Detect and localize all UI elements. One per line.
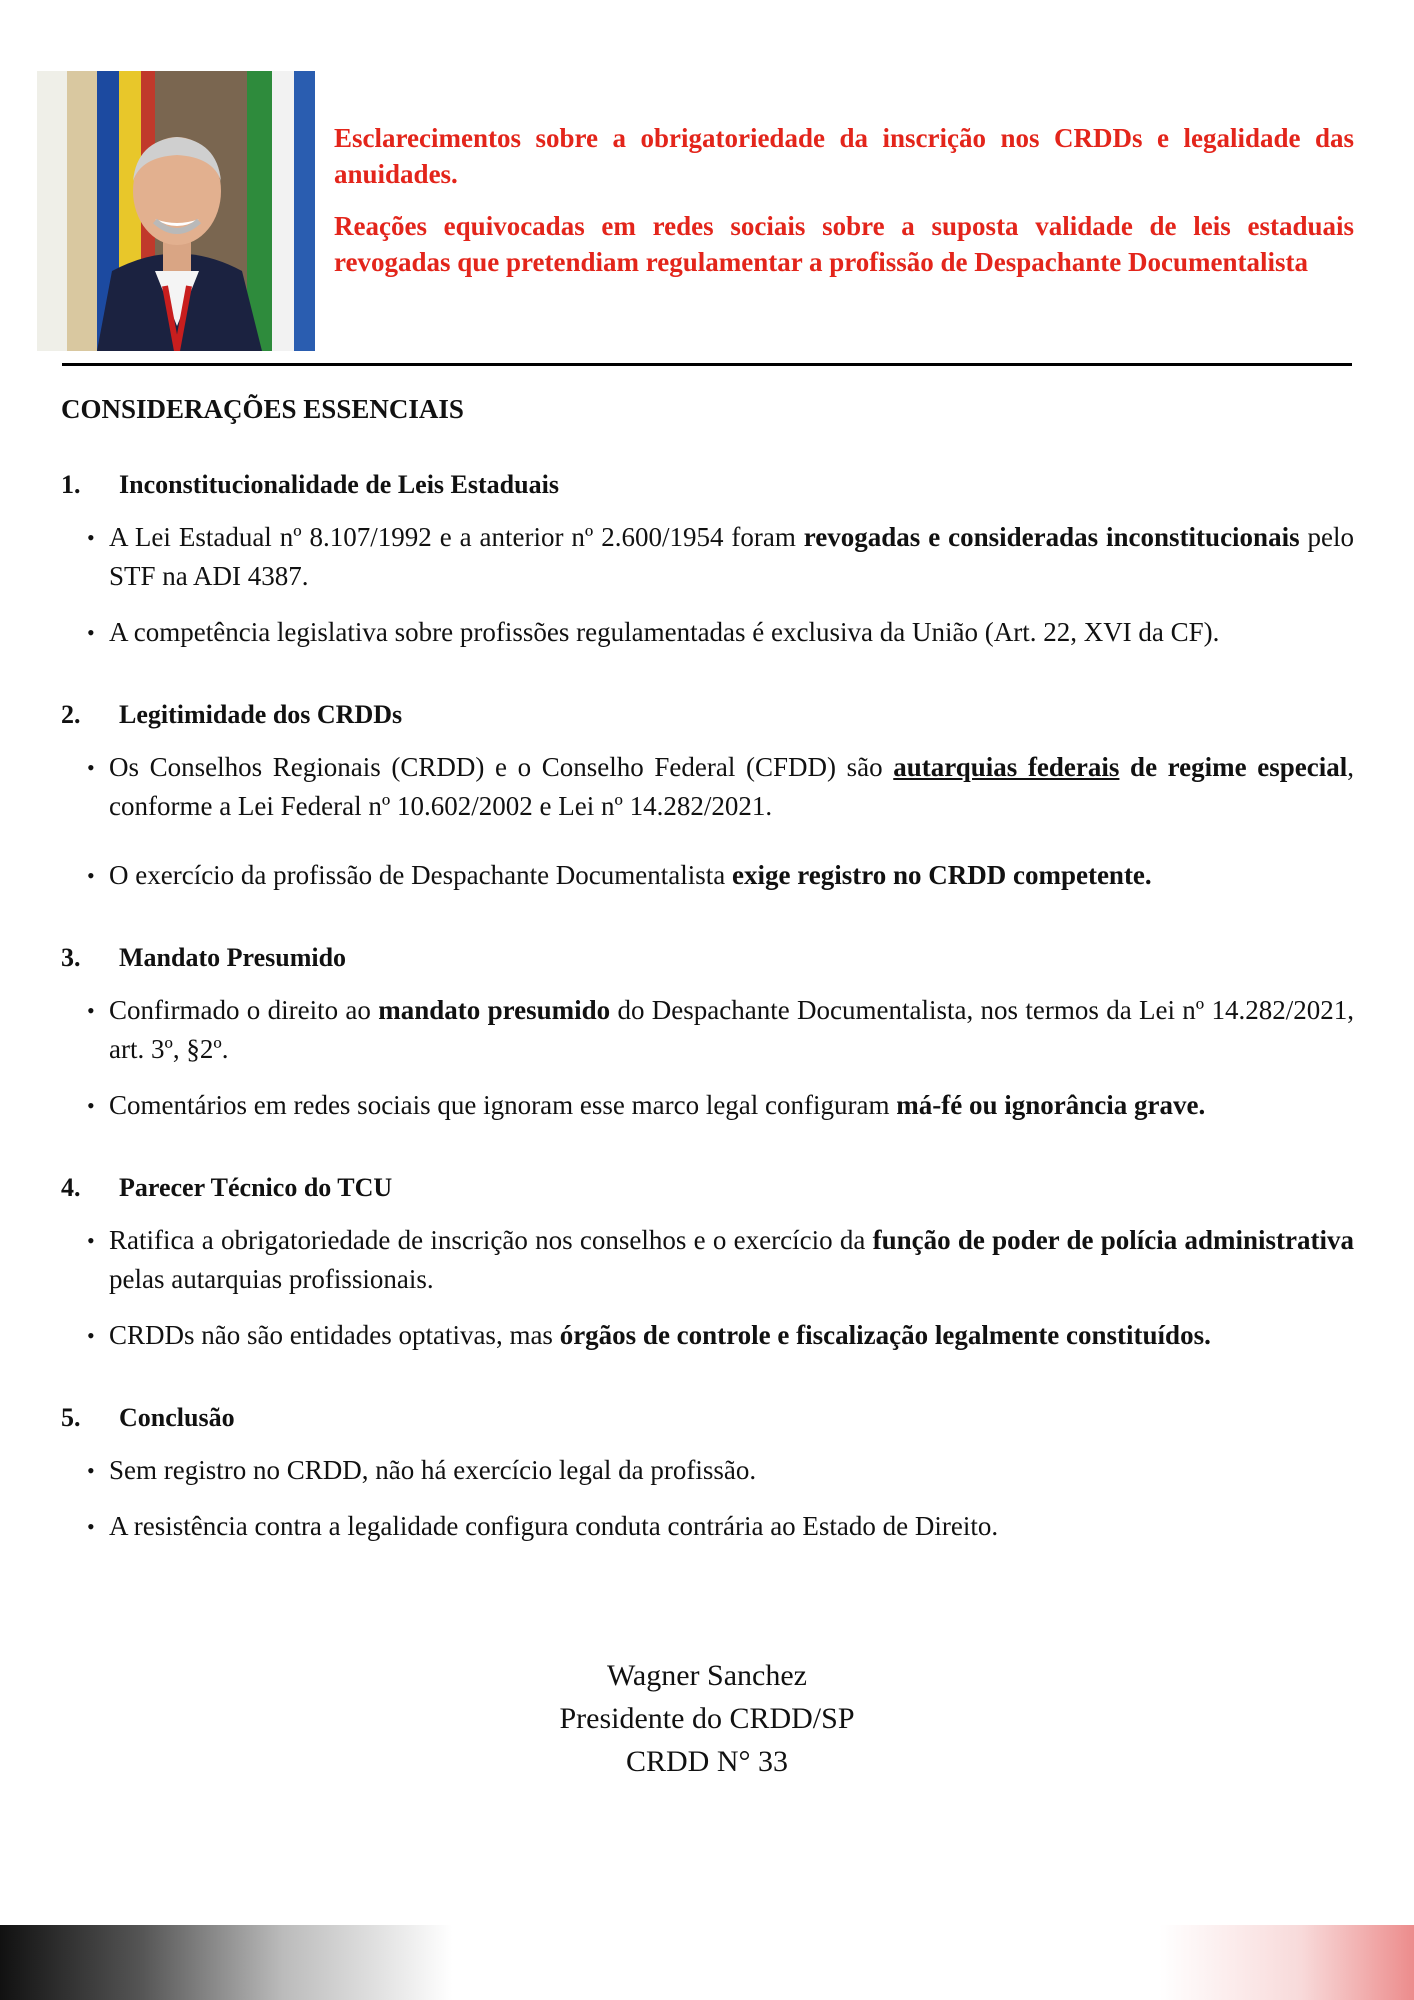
section-5	[61, 1403, 1354, 1546]
item-text: Ratifica a obrigatoriedade de inscrição nos conselhos e o exercício da	[109, 1225, 873, 1255]
section-heading-text: Mandato Presumido	[119, 943, 347, 972]
section-heading	[61, 700, 1354, 730]
header-divider	[62, 363, 1352, 366]
item-bold-text: de regime especial	[1119, 752, 1348, 782]
header	[334, 120, 1354, 296]
item-text: A competência legislativa sobre profissões regulamentadas é exclusiva da União (Art. 22, XVI da CF).	[109, 617, 1220, 647]
item-text: do Despachante Documentalista, nos termos da Lei nº 14.282/2021, art. 3º, §2º.	[109, 995, 1355, 1064]
item-text: Confirmado o direito ao	[109, 995, 379, 1025]
item-text: O exercício da profissão de Despachante Documentalista	[109, 860, 733, 890]
item-text: Comentários em redes sociais que ignoram esse marco legal configuram	[109, 1090, 897, 1120]
item-text: Sem registro no CRDD, não há exercício legal da profissão.	[109, 1455, 757, 1485]
item-bold-underlined-text: autarquias federais	[893, 752, 1120, 782]
bullet-list	[61, 991, 1354, 1125]
list-item	[109, 991, 1354, 1069]
section-heading-text: Parecer Técnico do TCU	[119, 1173, 393, 1202]
portrait-image	[37, 71, 315, 351]
section-heading	[61, 1173, 1354, 1203]
bullet-list	[61, 748, 1354, 895]
signer-role: Presidente do CRDD/SP	[559, 1702, 855, 1735]
section-number: 1.	[61, 470, 81, 499]
signer-registration: CRDD N° 33	[625, 1745, 788, 1778]
section-heading	[61, 470, 1354, 500]
list-item	[109, 1221, 1354, 1299]
section-heading-text: Inconstitucionalidade de Leis Estaduais	[119, 470, 559, 499]
section-4	[61, 1173, 1354, 1355]
signature-block	[0, 1654, 1414, 1783]
list-item	[109, 1316, 1354, 1355]
section-number: 5.	[61, 1403, 81, 1432]
list-item	[109, 1507, 1354, 1546]
item-text: pelas autarquias profissionais.	[109, 1264, 434, 1294]
section-heading	[61, 1403, 1354, 1433]
item-text: , conforme a Lei Federal nº 10.602/2002 e Lei nº 14.282/2021.	[109, 752, 1355, 821]
item-text: A Lei Estadual nº 8.107/1992 e a anterior nº 2.600/1954 foram	[109, 522, 804, 552]
section-heading-text: Legitimidade dos CRDDs	[119, 700, 403, 729]
bullet-list	[61, 518, 1354, 652]
section-heading	[61, 943, 1354, 973]
section-2	[61, 700, 1354, 895]
item-bold-text: órgãos de controle e fiscalização legalmente constituídos.	[559, 1320, 1211, 1350]
item-bold-text: exige registro no CRDD competente.	[732, 860, 1152, 890]
list-item	[109, 856, 1354, 895]
item-text: pelo STF na ADI 4387.	[109, 522, 1354, 591]
section-number: 4.	[61, 1173, 81, 1202]
item-text: Os Conselhos Regionais (CRDD) e o Conselho Federal (CFDD) são	[109, 752, 894, 782]
list-item	[109, 748, 1354, 826]
signer-name: Wagner Sanchez	[607, 1659, 807, 1692]
list-item	[109, 518, 1354, 596]
list-item	[109, 613, 1354, 652]
item-bold-text: má-fé ou ignorância grave.	[896, 1090, 1206, 1120]
list-item	[109, 1086, 1354, 1125]
item-bold-text: revogadas e consideradas inconstitucionais	[803, 522, 1300, 552]
section-heading-text: Conclusão	[119, 1403, 235, 1432]
document-subtitle: Reações equivocadas em redes sociais sobre a suposta validade de leis estaduais revogadas que pretendiam regulamentar a profissão de Despachante Documentalista	[334, 211, 1354, 277]
author-photo	[37, 71, 315, 351]
section-3	[61, 943, 1354, 1125]
section-number: 3.	[61, 943, 81, 972]
section-number: 2.	[61, 700, 81, 729]
bullet-list	[61, 1451, 1354, 1546]
item-bold-text: função de poder de polícia administrativa	[872, 1225, 1354, 1255]
section-1	[61, 470, 1354, 652]
list-item	[109, 1451, 1354, 1490]
item-bold-text: mandato presumido	[378, 995, 611, 1025]
section-title: CONSIDERAÇÕES ESSENCIAIS	[61, 394, 464, 424]
footer-gradient-bar	[0, 1925, 1414, 2000]
bullet-list	[61, 1221, 1354, 1355]
document-title: Esclarecimentos sobre a obrigatoriedade da inscrição nos CRDDs e legalidade das anuidades.	[334, 123, 1354, 189]
item-text: A resistência contra a legalidade configura conduta contrária ao Estado de Direito.	[109, 1511, 999, 1541]
item-text: CRDDs não são entidades optativas, mas	[109, 1320, 560, 1350]
main-content	[61, 394, 1354, 1594]
